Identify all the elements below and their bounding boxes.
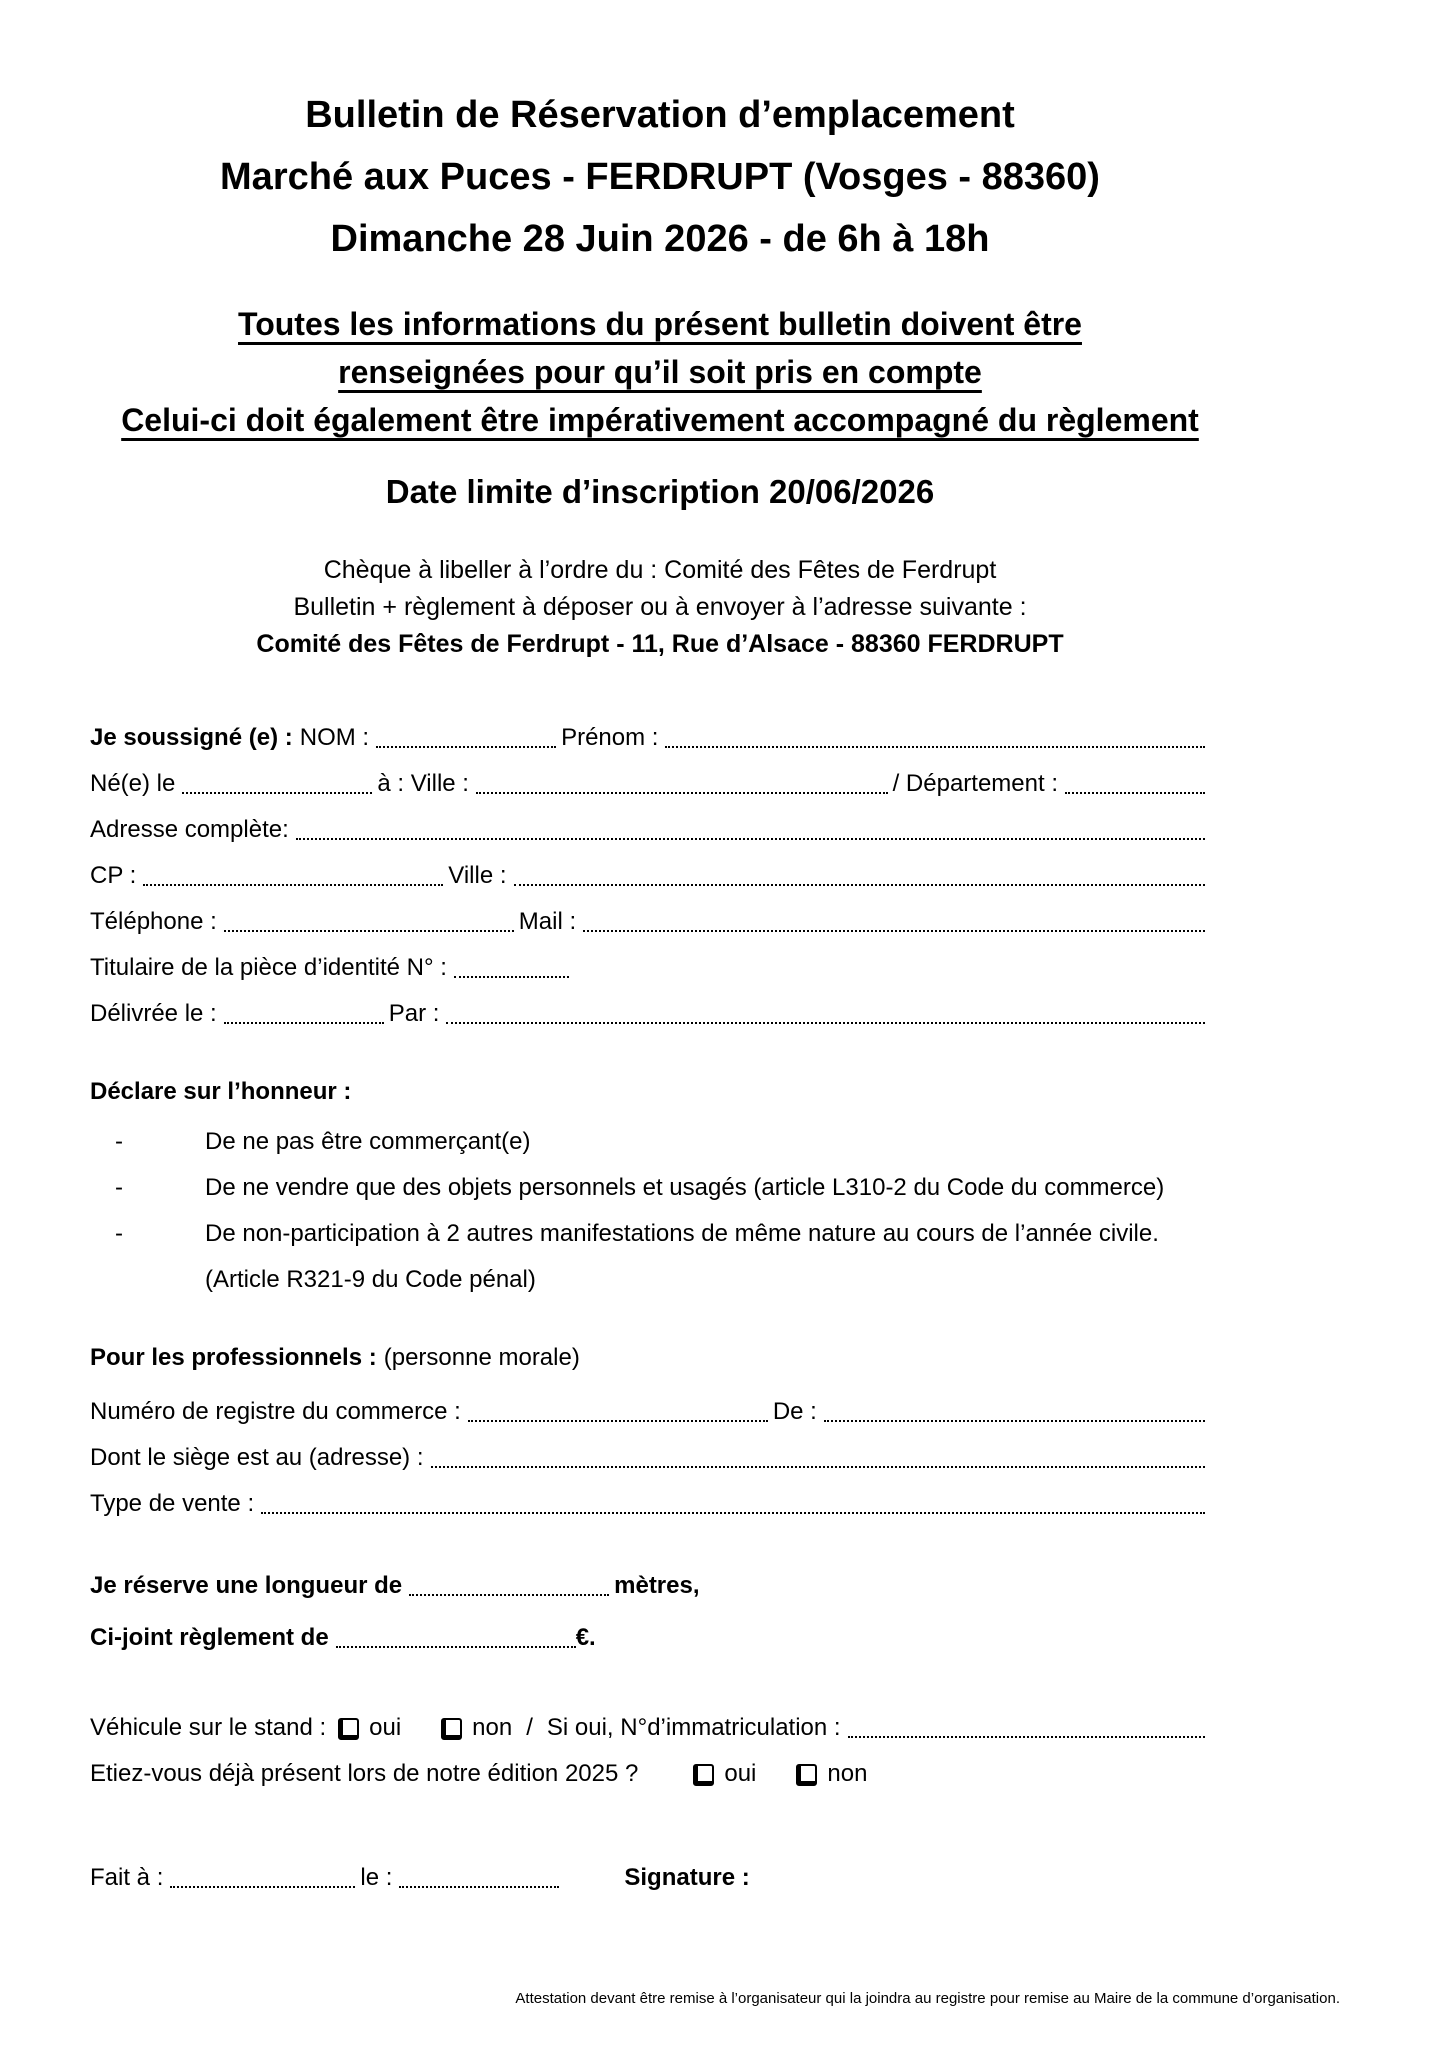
slash-separator: / — [526, 1714, 533, 1741]
row-tel-mail — [90, 891, 1210, 937]
cp-label: CP : — [90, 862, 137, 889]
telephone-field-line[interactable] — [224, 920, 514, 932]
reglement-label: Ci-joint règlement de — [90, 1624, 329, 1651]
row-type-vente — [90, 1473, 1210, 1519]
immatriculation-label: Si oui, N°d’immatriculation : — [546, 1714, 841, 1741]
fait-a-label: Fait à : — [90, 1864, 164, 1891]
edition-non-checkbox[interactable] — [796, 1764, 817, 1786]
nom-label: NOM : — [299, 724, 370, 751]
prenom-label: Prénom : — [561, 724, 659, 751]
notice-line-1: Toutes les informations du présent bulletin doivent être — [238, 306, 1082, 342]
professionnels-section — [90, 1335, 1210, 1519]
notice-line-2: renseignées pour qu’il soit pris en compte — [338, 354, 982, 390]
declaration-heading: Déclare sur l’honneur : — [90, 1078, 352, 1105]
professionnels-heading — [90, 1335, 1210, 1381]
mail-label: Mail : — [518, 908, 577, 935]
declaration-item-3-note: (Article R321-9 du Code pénal) — [205, 1266, 536, 1293]
cp-field-line[interactable] — [143, 874, 443, 886]
vehicule-label: Véhicule sur le stand : — [90, 1714, 327, 1741]
prenom-field-line[interactable] — [665, 736, 1205, 748]
departement-field-line[interactable] — [1065, 782, 1205, 794]
declaration-list — [90, 1119, 1210, 1303]
identity-section — [90, 707, 1210, 1029]
professionnels-heading-normal: (personne morale) — [383, 1344, 580, 1371]
payment-instructions — [0, 552, 1320, 663]
list-item — [90, 1211, 1210, 1257]
vehicule-oui-checkbox[interactable] — [338, 1718, 359, 1740]
reglement-field-line[interactable] — [336, 1636, 576, 1648]
par-label: Par : — [388, 1000, 440, 1027]
row-naissance — [90, 753, 1210, 799]
mail-field-line[interactable] — [583, 920, 1205, 932]
ville-naissance-field-line[interactable] — [476, 782, 888, 794]
longueur-field-line[interactable] — [409, 1584, 609, 1596]
dash-bullet: - — [115, 1174, 123, 1201]
row-cp-ville — [90, 845, 1210, 891]
piece-identite-label: Titulaire de la pièce d’identité N° : — [90, 954, 447, 981]
declaration-item-1: De ne pas être commerçant(e) — [205, 1128, 531, 1155]
reservation-section — [90, 1549, 1210, 1653]
payment-address: Comité des Fêtes de Ferdrupt - 11, Rue d’Alsace - 88360 FERDRUPT — [256, 630, 1064, 658]
payment-line-1: Chèque à libeller à l’ordre du : Comité des Fêtes de Ferdrupt — [323, 556, 997, 584]
registre-field-line[interactable] — [468, 1410, 768, 1422]
professionnels-heading-bold: Pour les professionnels : — [90, 1344, 377, 1371]
vehicule-section — [90, 1697, 1210, 1789]
row-fait-a — [90, 1847, 1210, 1893]
dash-bullet: - — [115, 1220, 123, 1247]
metres-label: mètres, — [614, 1572, 700, 1599]
list-item — [90, 1119, 1210, 1165]
row-adresse — [90, 799, 1210, 845]
declaration-item-3: De non-participation à 2 autres manifestations de même nature au cours de l’année civile. — [205, 1220, 1159, 1247]
immatriculation-field-line[interactable] — [848, 1726, 1205, 1738]
registre-de-label: De : — [772, 1398, 817, 1425]
notice-line-3: Celui-ci doit également être impérativement accompagné du règlement — [121, 402, 1199, 438]
siege-label: Dont le siège est au (adresse) : — [90, 1444, 424, 1471]
fait-le-field-line[interactable] — [399, 1876, 559, 1888]
row-nom-prenom — [90, 707, 1210, 753]
page-title — [0, 0, 1320, 270]
type-vente-label: Type de vente : — [90, 1490, 255, 1517]
adresse-field-line[interactable] — [296, 828, 1205, 840]
fait-a-field-line[interactable] — [170, 1876, 355, 1888]
ville-label: Ville : — [448, 862, 507, 889]
edition-oui-checkbox[interactable] — [693, 1764, 714, 1786]
edition-non-label: non — [827, 1760, 868, 1787]
ville-field-line[interactable] — [514, 874, 1205, 886]
edition-question-label: Etiez-vous déjà présent lors de notre édition 2025 ? — [90, 1760, 639, 1787]
row-vehicule — [90, 1697, 1210, 1743]
row-longueur — [90, 1549, 1210, 1601]
adresse-label: Adresse complète: — [90, 816, 289, 843]
row-piece-identite — [90, 937, 1210, 983]
notice-block — [0, 300, 1320, 444]
nom-field-line[interactable] — [376, 736, 556, 748]
signature-section — [90, 1847, 1210, 1893]
date-naissance-field-line[interactable] — [182, 782, 372, 794]
signature-label: Signature : — [624, 1864, 750, 1891]
title-line-2: Marché aux Puces - FERDRUPT (Vosges - 88360) — [220, 156, 1100, 198]
telephone-label: Téléphone : — [90, 908, 217, 935]
vehicule-non-checkbox[interactable] — [441, 1718, 462, 1740]
row-registre — [90, 1381, 1210, 1427]
declaration-item-2: De ne vendre que des objets personnels et usagés (article L310-2 du Code du commerce) — [205, 1174, 1165, 1201]
ville-naissance-label: à : Ville : — [377, 770, 469, 797]
form-body — [90, 707, 1210, 1893]
piece-identite-field-line[interactable] — [454, 966, 569, 978]
type-vente-field-line[interactable] — [261, 1502, 1205, 1514]
row-delivree — [90, 983, 1210, 1029]
row-siege — [90, 1427, 1210, 1473]
le-label: le : — [360, 1864, 393, 1891]
list-item — [90, 1165, 1210, 1211]
soussigne-label: Je soussigné (e) : — [90, 724, 293, 751]
title-line-1: Bulletin de Réservation d’emplacement — [305, 94, 1015, 136]
title-line-3: Dimanche 28 Juin 2026 - de 6h à 18h — [330, 218, 990, 260]
registre-de-field-line[interactable] — [824, 1410, 1205, 1422]
row-edition-2025 — [90, 1743, 1210, 1789]
delivree-label: Délivrée le : — [90, 1000, 217, 1027]
delivree-field-line[interactable] — [224, 1012, 384, 1024]
row-reglement — [90, 1601, 1210, 1653]
registre-label: Numéro de registre du commerce : — [90, 1398, 461, 1425]
longueur-label: Je réserve une longueur de — [90, 1572, 403, 1599]
dash-bullet: - — [115, 1128, 123, 1155]
ne-le-label: Né(e) le — [90, 770, 176, 797]
payment-line-2: Bulletin + règlement à déposer ou à envoyer à l’adresse suivante : — [293, 593, 1027, 621]
attestation-note: Attestation devant être remise à l’organisateur qui la joindra au registre pour remise au Maire de la commune d’organisation. — [515, 1990, 1340, 2007]
siege-field-line[interactable] — [431, 1456, 1205, 1468]
vehicule-oui-label: oui — [369, 1714, 402, 1741]
departement-label: / Département : — [892, 770, 1058, 797]
par-field-line[interactable] — [446, 1012, 1205, 1024]
edition-oui-label: oui — [724, 1760, 757, 1787]
euro-label: €. — [575, 1624, 596, 1651]
vehicule-non-label: non — [472, 1714, 513, 1741]
deadline: Date limite d’inscription 20/06/2026 — [385, 473, 935, 510]
